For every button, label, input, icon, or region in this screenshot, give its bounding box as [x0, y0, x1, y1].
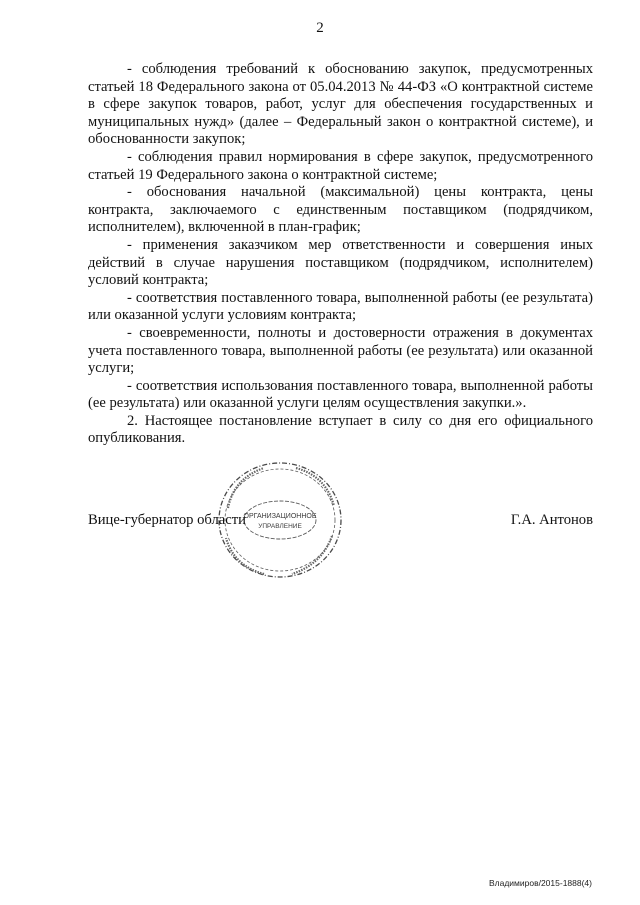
paragraph-price-justification: - обоснования начальной (максимальной) цены контракта, цены контракта, заключаемого с единственным поставщиком (подрядчиком, исполнителем), включенной в план-график; [88, 184, 593, 236]
signatory-title: Вице-губернатор области [88, 512, 246, 528]
document-body [88, 61, 593, 448]
paragraph-liability-measures: - применения заказчиком мер ответственности и совершения иных действий в случае нарушения поставщиком (подрядчиком, исполнителем) условий контракта; [88, 236, 593, 289]
paragraph-entry-into-force: 2. Настоящее постановление вступает в силу со дня его официального опубликования. [88, 412, 593, 447]
paragraph-accounting-timeliness: - своевременности, полноты и достоверности отражения в документах учета поставленного товара, выполненной работы (ее результата) или оказанной услуги; [88, 324, 593, 377]
paragraph-rationing-rules: - соблюдения правил нормирования в сфере закупок, предусмотренного статьей 19 Федерального закона о контрактной системе; [88, 148, 593, 183]
stamp-text-line-2: УПРАВЛЕНИЕ [258, 523, 302, 530]
page-number: 2 [316, 20, 324, 36]
paragraph-usage-conformity: - соответствия использования поставленного товара, выполненной работы (ее результата) или оказанной услуги целям осуществления закупки.». [88, 377, 593, 412]
paragraph-goods-conformity: - соответствия поставленного товара, выполненной работы (ее результата) или оказанной услуги условиям контракта; [88, 289, 593, 324]
stamp-text-line-1: ОРГАНИЗАЦИОННОЕ [243, 513, 317, 520]
document-reference: Владимиров/2015-1888(4) [488, 878, 592, 888]
signatory-name: Г.А. Антонов [510, 512, 593, 528]
paragraph-requirements-justification: - соблюдения требований к обоснованию закупок, предусмотренных статьей 18 Федерального закона от 05.04.2013 № 44-ФЗ «О контрактной системе в сфере закупок товаров, работ, услуг для обеспечения государственных и муниципальных нужд» (далее – Федеральный закон о контрактной системе), и обоснованности закупок; [88, 61, 593, 148]
